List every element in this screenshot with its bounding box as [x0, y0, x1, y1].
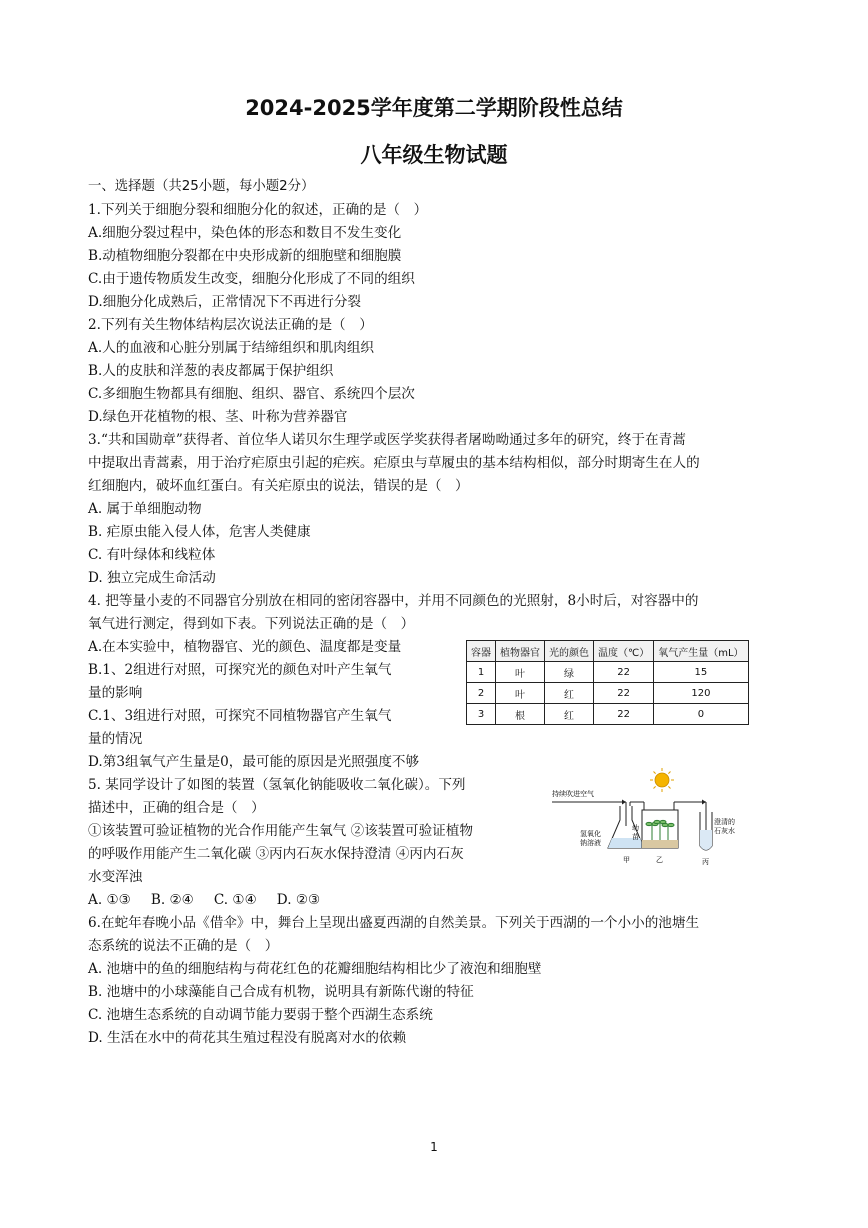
question-1-option-b: B.动植物细胞分裂都在中央形成新的细胞壁和细胞膜	[88, 248, 402, 264]
table-header: 氧气产生量（mL）	[654, 641, 748, 662]
table-header: 植物器官	[496, 641, 545, 662]
air-inlet-label: 持续吹进空气	[552, 790, 594, 798]
question-6-option-a: A. 池塘中的鱼的细胞结构与荷花红色的花瓣细胞结构相比少了液泡和细胞壁	[88, 961, 542, 977]
exam-title: 2024-2025学年度第二学期阶段性总结	[245, 96, 623, 120]
question-4-option-c-line-1: C.1、3组进行对照，可探究不同植物器官产生氧气	[88, 708, 392, 724]
table-row	[467, 662, 749, 683]
table-header: 光的颜色	[545, 641, 594, 662]
table-header-row	[467, 641, 749, 662]
exam-subtitle: 八年级生物试题	[360, 143, 508, 167]
question-3-option-a: A. 属于单细胞动物	[88, 501, 202, 517]
question-4-option-a: A.在本实验中，植物器官、光的颜色、温度都是变量	[88, 639, 402, 655]
table-row	[467, 683, 749, 704]
question-1-stem: 1.下列关于细胞分裂和细胞分化的叙述，正确的是（ ）	[88, 202, 428, 218]
flask-jia-label: 甲	[623, 856, 630, 864]
table-cell: 叶	[496, 662, 545, 683]
question-4-option-c-line-2: 量的情况	[88, 731, 143, 747]
jar-yi-label: 乙	[656, 856, 663, 864]
seedling-label-1: 幼	[632, 824, 639, 832]
table-cell: 叶	[496, 683, 545, 704]
question-4-stem-line-1: 4. 把等量小麦的不同器官分别放在相同的密闭容器中，并用不同颜色的光照射，8小时后，对容器中的	[88, 593, 699, 609]
question-3-stem-line-2: 中提取出青蒿素，用于治疗疟原虫引起的疟疾。疟原虫与草履虫的基本结构相似，部分时期寄生在人的	[88, 455, 700, 471]
question-1-option-d: D.细胞分化成熟后，正常情况下不再进行分裂	[88, 294, 362, 310]
question-1-option-c: C.由于遗传物质发生改变，细胞分化形成了不同的组织	[88, 271, 415, 287]
question-6-stem-line-1: 6.在蛇年春晚小品《借伞》中，舞台上呈现出盛夏西湖的自然美景。下列关于西湖的一个小小的池塘生	[88, 915, 700, 931]
table-cell: 红	[545, 683, 594, 704]
question-5-statement-line-1: ①该装置可验证植物的光合作用能产生氧气 ②该装置可验证植物	[88, 823, 473, 839]
table-cell: 2	[467, 683, 496, 704]
question-6-option-b: B. 池塘中的小球藻能自己合成有机物，说明具有新陈代谢的特征	[88, 984, 474, 1000]
table-cell: 22	[594, 704, 654, 725]
question-3-option-b: B. 疟原虫能入侵人体，危害人类健康	[88, 524, 311, 540]
naoh-label-2: 钠溶液	[580, 839, 601, 847]
question-3-stem-line-3: 红细胞内，破坏血红蛋白。有关疟原虫的说法，错误的是（ ）	[88, 478, 469, 494]
seedling-label-2: 苗	[632, 833, 639, 841]
table-cell: 1	[467, 662, 496, 683]
question-1-option-a: A.细胞分裂过程中，染色体的形态和数目不发生变化	[88, 225, 402, 241]
question-2-option-d: D.绿色开花植物的根、茎、叶称为营养器官	[88, 409, 348, 425]
question-6-option-c: C. 池塘生态系统的自动调节能力要弱于整个西湖生态系统	[88, 1007, 433, 1023]
question-4-option-b-line-1: B.1、2组进行对照，可探究光的颜色对叶产生氧气	[88, 662, 392, 678]
question-4-option-d: D.第3组氧气产生量是0，最可能的原因是光照强度不够	[88, 754, 420, 770]
question-5-options	[88, 889, 340, 911]
table-row	[467, 704, 749, 725]
question-6-stem-line-2: 态系统的说法不正确的是（ ）	[88, 938, 279, 954]
table-header: 温度（℃）	[594, 641, 654, 662]
table-cell: 120	[654, 683, 748, 704]
table-cell: 根	[496, 704, 545, 725]
question-3-option-c: C. 有叶绿体和线粒体	[88, 547, 216, 563]
limewater-label-2: 石灰水	[714, 827, 735, 835]
question-6-option-d: D. 生活在水中的荷花其生殖过程没有脱离对水的依赖	[88, 1030, 407, 1046]
question-5-statement-line-2: 的呼吸作用能产生二氧化碳 ③丙内石灰水保持澄清 ④丙内石灰	[88, 846, 464, 862]
table-cell: 22	[594, 662, 654, 683]
question-2-stem: 2.下列有关生物体结构层次说法正确的是（ ）	[88, 317, 373, 333]
table-cell: 绿	[545, 662, 594, 683]
limewater-label-1: 澄清的	[714, 818, 735, 826]
experiment-table	[466, 640, 749, 725]
question-5-option-c: C. ①④	[213, 892, 257, 908]
table-cell: 3	[467, 704, 496, 725]
question-4-option-b-line-2: 量的影响	[88, 685, 143, 701]
table-cell: 22	[594, 683, 654, 704]
question-2-option-b: B.人的皮肤和洋葱的表皮都属于保护组织	[88, 363, 334, 379]
table-cell: 15	[654, 662, 748, 683]
question-5-stem-line-2: 描述中，正确的组合是（ ）	[88, 800, 265, 816]
table-cell: 红	[545, 704, 594, 725]
question-3-stem-line-1: 3.“共和国勋章”获得者、首位华人诺贝尔生理学或医学奖获得者屠呦呦通过多年的研究，终于在青蒿	[88, 432, 686, 448]
table-cell: 0	[654, 704, 748, 725]
page-number: 1	[430, 1140, 438, 1154]
apparatus-figure	[546, 766, 736, 868]
question-5-option-b: B. ②④	[150, 892, 194, 908]
section-heading: 一、选择题（共25小题，每小题2分）	[88, 179, 315, 194]
tube-bing-label: 丙	[702, 858, 709, 866]
naoh-label-1: 氢氧化	[580, 830, 601, 838]
sun-icon	[650, 768, 674, 792]
question-3-option-d: D. 独立完成生命活动	[88, 570, 216, 586]
question-5-option-d: D. ②③	[276, 892, 321, 908]
question-2-option-a: A.人的血液和心脏分别属于结缔组织和肌肉组织	[88, 340, 375, 356]
question-5-statement-line-3: 水变浑浊	[88, 869, 143, 885]
question-4-stem-line-2: 氧气进行测定，得到如下表。下列说法正确的是（ ）	[88, 616, 415, 632]
table-header: 容器	[467, 641, 496, 662]
question-5-stem-line-1: 5. 某同学设计了如图的装置（氢氧化钠能吸收二氧化碳）。下列	[88, 777, 466, 793]
question-5-option-a: A. ①③	[88, 892, 131, 908]
question-2-option-c: C.多细胞生物都具有细胞、组织、器官、系统四个层次	[88, 386, 415, 402]
seedling-icon	[646, 820, 674, 840]
